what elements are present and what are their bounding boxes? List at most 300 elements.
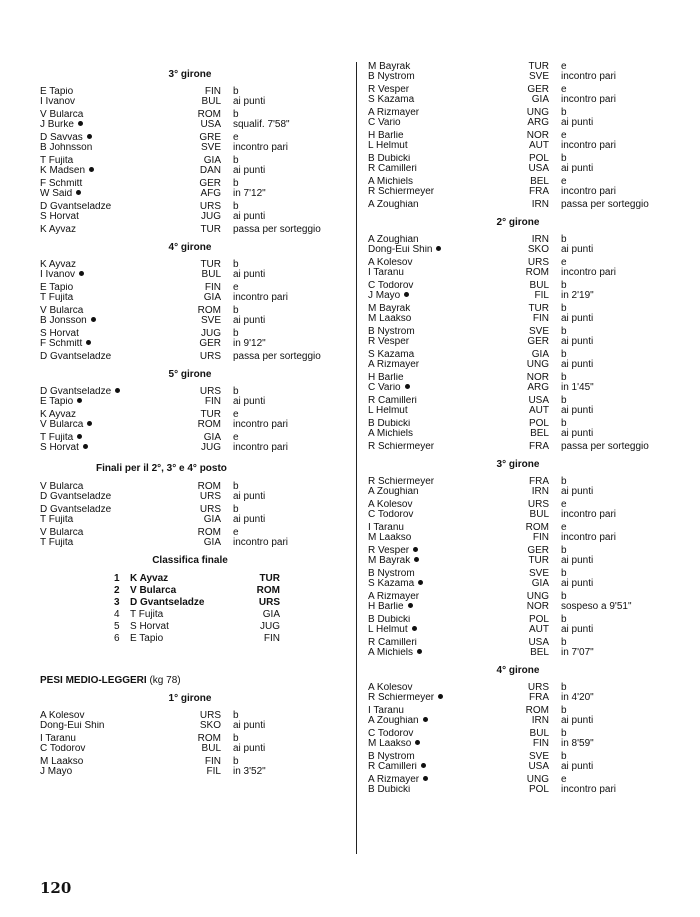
nation-code: ROM xyxy=(197,527,221,538)
nation-code: NOR xyxy=(526,601,549,612)
fighter-name-text: M Bayrak xyxy=(368,62,411,72)
fighter-row xyxy=(368,716,668,726)
loss-marker-icon xyxy=(77,434,82,439)
nation-code: GRE xyxy=(199,132,221,143)
result-text: incontro pari xyxy=(561,784,617,795)
fighter-name-text: B Johnsson xyxy=(40,143,93,153)
nation-code: DAN xyxy=(199,165,221,176)
result-text: ai punti xyxy=(233,211,266,222)
fighter-name xyxy=(40,339,186,349)
result-text: e xyxy=(233,409,239,420)
fighter-name xyxy=(40,120,186,130)
fighter-row xyxy=(368,108,668,118)
nation-code: GIA xyxy=(531,578,549,589)
fighter-name-text: A Zoughian xyxy=(368,487,419,497)
fighter-name-text: A Kolesov xyxy=(368,683,413,693)
result-text: b xyxy=(561,476,567,487)
fighter-row xyxy=(368,487,668,497)
result-text: passa per sorteggio xyxy=(561,199,649,210)
fighter-name-text: R Camilleri xyxy=(368,164,417,174)
section-title: 4° girone xyxy=(496,665,540,676)
fighter-name-text: V Bularca xyxy=(40,110,84,120)
nation-code: BUL xyxy=(529,728,549,739)
fighter-name xyxy=(368,258,514,268)
ranking-row xyxy=(114,597,340,609)
match-list xyxy=(368,62,668,210)
match xyxy=(368,419,668,439)
fighter-name-text: I Ivanov xyxy=(40,270,76,280)
fighter-name-text: R Schiermeyer xyxy=(368,187,435,197)
fighter-name-text: T Fujita xyxy=(40,515,74,525)
fighter-name xyxy=(40,744,186,754)
nation-code: GER xyxy=(199,178,221,189)
match xyxy=(368,281,668,301)
result-text: b xyxy=(561,349,567,360)
fighter-name xyxy=(368,477,514,487)
match xyxy=(368,752,668,772)
fighter-name-text: R Schiermeyer xyxy=(368,693,435,703)
fighter-name xyxy=(368,141,514,151)
fighter-name xyxy=(40,433,186,443)
fighter-row xyxy=(40,316,340,326)
loss-marker-icon xyxy=(413,547,418,552)
nation-code: BUL xyxy=(201,743,221,754)
match xyxy=(368,592,668,612)
bye-entry xyxy=(40,352,340,362)
fighter-row xyxy=(368,406,668,416)
fighter-name xyxy=(368,625,514,635)
result-text: in 4'20" xyxy=(561,692,594,703)
match xyxy=(40,110,340,130)
nation-code: NOR xyxy=(526,372,549,383)
match xyxy=(368,683,668,703)
match xyxy=(368,569,668,589)
section-title: 3° girone xyxy=(168,69,212,80)
nation-code: AFG xyxy=(200,188,221,199)
nation-code: TUR xyxy=(200,224,221,235)
loss-marker-icon xyxy=(115,388,120,393)
fighter-name xyxy=(368,314,514,324)
result-text: b xyxy=(561,280,567,291)
fighter-row xyxy=(368,602,668,612)
loss-marker-icon xyxy=(412,626,417,631)
fighter-name-text: B Dubicki xyxy=(368,419,411,429)
match xyxy=(368,235,668,255)
fighter-row xyxy=(40,156,340,166)
fighter-name-text: L Helmut xyxy=(368,141,408,151)
fighter-name-text: D Gvantseladze xyxy=(40,202,112,212)
fighter-row xyxy=(368,556,668,566)
fighter-name xyxy=(368,396,514,406)
fighter-name xyxy=(368,131,514,141)
result-text: incontro pari xyxy=(561,509,617,520)
nation-code: ARG xyxy=(527,117,549,128)
loss-marker-icon xyxy=(423,776,428,781)
fighter-row xyxy=(40,212,340,222)
fighter-name xyxy=(40,283,186,293)
fighter-name-text: M Bayrak xyxy=(368,556,411,566)
fighter-name-text: I Taranu xyxy=(368,706,404,716)
fighter-name xyxy=(368,638,514,648)
match-list xyxy=(368,235,668,452)
weight-class-limit: (kg 78) xyxy=(149,675,181,686)
fighter-row xyxy=(40,397,340,407)
fighter-name xyxy=(368,327,514,337)
fighter-name xyxy=(368,569,514,579)
match xyxy=(368,523,668,543)
fighter-name-text: S Horvat xyxy=(40,212,79,222)
fighter-row xyxy=(368,304,668,314)
nation-code: TUR xyxy=(528,555,549,566)
result-text: b xyxy=(233,733,239,744)
result-text: b xyxy=(233,710,239,721)
match-list xyxy=(40,87,340,235)
fighter-name-text: L Helmut xyxy=(368,625,408,635)
match xyxy=(40,260,340,280)
fighter-row xyxy=(368,350,668,360)
result-text: b xyxy=(561,637,567,648)
fighter-name xyxy=(40,270,186,280)
nation-code: SVE xyxy=(528,568,549,579)
fighter-name-text: K Ayvaz xyxy=(40,225,76,235)
fighter-name-text: B Nystrom xyxy=(368,327,415,337)
fighter-row xyxy=(368,95,668,105)
fighter-name-text: C Todorov xyxy=(368,510,414,520)
fighter-name xyxy=(40,189,186,199)
result-text: b xyxy=(233,386,239,397)
fighter-name xyxy=(40,110,186,120)
fighter-name-text: D Gvantseladze xyxy=(40,352,112,362)
nation-code: TUR xyxy=(528,61,549,72)
match xyxy=(368,500,668,520)
nation-code: GIA xyxy=(203,292,221,303)
nation-code: POL xyxy=(528,614,549,625)
fighter-row xyxy=(368,429,668,439)
fighter-name-text: A Zoughian xyxy=(368,235,419,245)
fighter-row xyxy=(368,141,668,151)
fighter-name-text: D Gvantseladze xyxy=(40,505,112,515)
loss-marker-icon xyxy=(421,763,426,768)
fighter-row xyxy=(368,500,668,510)
nation-code: ROM xyxy=(525,705,549,716)
result-text: b xyxy=(233,155,239,166)
fighter-row xyxy=(40,133,340,143)
fighter-row xyxy=(368,187,668,197)
match xyxy=(40,528,340,548)
fighter-row xyxy=(40,189,340,199)
fighter-name-text: B Nystrom xyxy=(368,569,415,579)
fighter-name xyxy=(368,406,514,416)
match xyxy=(40,202,340,222)
match xyxy=(368,258,668,278)
fighter-name-text: V Bularca xyxy=(40,482,84,492)
fighter-row xyxy=(40,721,340,731)
fighter-row xyxy=(40,352,340,362)
fighter-name-text: B Jonsson xyxy=(40,316,87,326)
nation-code: URS xyxy=(199,351,221,362)
fighter-row xyxy=(368,85,668,95)
fighter-name-text: F Schmitt xyxy=(40,179,83,189)
fighter-name-text: J Mayo xyxy=(40,767,73,777)
nation-code: IRN xyxy=(531,234,549,245)
fighter-name-text: Dong-Eui Shin xyxy=(368,245,433,255)
result-text: e xyxy=(561,61,567,72)
nation-code: UNG xyxy=(526,774,549,785)
fighter-name-text: C Vario xyxy=(368,383,401,393)
fighter-name-text: E Tapio xyxy=(40,397,74,407)
loss-marker-icon xyxy=(436,246,441,251)
result-text: incontro pari xyxy=(233,419,289,430)
fighter-row xyxy=(368,291,668,301)
fighter-name-text: I Ivanov xyxy=(40,97,76,107)
result-text: b xyxy=(561,705,567,716)
nation-code: URS xyxy=(527,257,549,268)
fighter-name-text: V Bularca xyxy=(40,528,84,538)
fighter-name-text: C Todorov xyxy=(40,744,86,754)
fighter-name-text: C Vario xyxy=(368,118,401,128)
result-text: in 9'12" xyxy=(233,338,266,349)
fighter-name xyxy=(368,523,514,533)
match xyxy=(368,638,668,658)
fighter-name xyxy=(40,143,186,153)
fighter-row xyxy=(368,337,668,347)
fighter-name-text: F Schmitt xyxy=(40,339,83,349)
nation-code: BUL xyxy=(201,96,221,107)
fighter-name xyxy=(40,734,186,744)
fighter-name-text: M Laakso xyxy=(368,739,412,749)
result-text: ai punti xyxy=(233,165,266,176)
fighter-name-text: D Gvantseladze xyxy=(40,492,112,502)
fighter-name-text: L Helmut xyxy=(368,406,408,416)
nation-code: FIN xyxy=(204,396,221,407)
ranking-row xyxy=(114,585,340,597)
fighter-name-text: R Schiermeyer xyxy=(368,442,435,452)
fighter-name-text: S Kazama xyxy=(368,350,415,360)
nation-code: ARG xyxy=(527,382,549,393)
nation-code: ROM xyxy=(197,109,221,120)
fighter-row xyxy=(368,775,668,785)
fighter-name xyxy=(368,602,514,612)
page-number: 120 xyxy=(40,879,72,897)
fighter-name xyxy=(40,721,186,731)
result-text: ai punti xyxy=(561,555,594,566)
fighter-row xyxy=(40,711,340,721)
ranking-nation: GIA xyxy=(262,609,280,620)
fighter-row xyxy=(40,420,340,430)
result-text: ai punti xyxy=(561,163,594,174)
fighter-row xyxy=(368,131,668,141)
fighter-row xyxy=(368,72,668,82)
fighter-name-text: B Dubicki xyxy=(368,154,411,164)
loss-marker-icon xyxy=(408,603,413,608)
fighter-row xyxy=(40,225,340,235)
match xyxy=(40,179,340,199)
match xyxy=(40,387,340,407)
fighter-row xyxy=(368,118,668,128)
fighter-name-text: D Gvantseladze xyxy=(40,387,112,397)
fighter-name xyxy=(368,429,514,439)
result-text: e xyxy=(561,130,567,141)
fighter-name xyxy=(40,87,186,97)
fighter-name xyxy=(40,538,186,548)
nation-code: URS xyxy=(199,201,221,212)
fighter-name xyxy=(40,443,186,453)
result-text: b xyxy=(561,545,567,556)
result-text: b xyxy=(233,756,239,767)
result-text: b xyxy=(561,395,567,406)
fighter-name-text: A Kolesov xyxy=(368,500,413,510)
fighter-name-text: M Laakso xyxy=(40,757,84,767)
fighter-name-text: A Zoughian xyxy=(368,200,419,210)
match xyxy=(40,757,340,777)
result-text: ai punti xyxy=(561,486,594,497)
match xyxy=(40,283,340,303)
nation-code: AUT xyxy=(529,624,549,635)
fighter-name xyxy=(368,775,514,785)
fighter-name xyxy=(40,179,186,189)
fighter-row xyxy=(40,505,340,515)
fighter-name xyxy=(40,156,186,166)
section-title: 2° girone xyxy=(496,217,540,228)
loss-marker-icon xyxy=(87,421,92,426)
section-title: 5° girone xyxy=(168,369,212,380)
fighter-name-text: B Nystrom xyxy=(368,752,415,762)
result-text: b xyxy=(561,153,567,164)
nation-code: URS xyxy=(199,386,221,397)
fighter-row xyxy=(40,744,340,754)
result-text: b xyxy=(233,201,239,212)
fighter-name xyxy=(40,757,186,767)
nation-code: SVE xyxy=(528,71,549,82)
fighter-name xyxy=(368,281,514,291)
result-text: b xyxy=(561,591,567,602)
fighter-name xyxy=(368,200,514,210)
fighter-name xyxy=(368,592,514,602)
loss-marker-icon xyxy=(418,580,423,585)
fighter-name xyxy=(368,716,514,726)
fighter-name xyxy=(368,350,514,360)
nation-code: SVE xyxy=(528,751,549,762)
fighter-name xyxy=(40,482,186,492)
fighter-name-text: A Michiels xyxy=(368,177,414,187)
fighter-row xyxy=(368,693,668,703)
loss-marker-icon xyxy=(423,717,428,722)
fighter-name xyxy=(40,410,186,420)
result-text: ai punti xyxy=(561,117,594,128)
fighter-name-text: A Michiels xyxy=(368,429,414,439)
match xyxy=(368,706,668,726)
fighter-row xyxy=(40,270,340,280)
fighter-name-text: Dong-Eui Shin xyxy=(40,721,105,731)
match xyxy=(368,775,668,795)
nation-code: USA xyxy=(528,163,549,174)
nation-code: POL xyxy=(528,784,549,795)
result-text: passa per sorteggio xyxy=(233,351,321,362)
result-text: b xyxy=(561,728,567,739)
ranking-name: E Tapio xyxy=(130,633,164,644)
fighter-row xyxy=(40,166,340,176)
result-text: b xyxy=(561,568,567,579)
nation-code: URS xyxy=(199,710,221,721)
match xyxy=(368,396,668,416)
result-text: e xyxy=(233,527,239,538)
fighter-row xyxy=(368,523,668,533)
fighter-name-text: M Laakso xyxy=(368,314,412,324)
fighter-name xyxy=(40,225,186,235)
fighter-row xyxy=(368,510,668,520)
fighter-name xyxy=(40,293,186,303)
fighter-row xyxy=(368,327,668,337)
fighter-row xyxy=(368,442,668,452)
fighter-name xyxy=(40,505,186,515)
result-text: sospeso a 9'51" xyxy=(561,601,632,612)
loss-marker-icon xyxy=(89,167,94,172)
result-text: in 7'07" xyxy=(561,647,594,658)
fighter-name-text: T Fujita xyxy=(40,293,74,303)
match xyxy=(40,329,340,349)
fighter-name-text: M Laakso xyxy=(368,533,412,543)
fighter-row xyxy=(40,387,340,397)
fighter-row xyxy=(368,396,668,406)
fighter-name xyxy=(40,202,186,212)
result-text: e xyxy=(561,522,567,533)
fighter-name-text: M Bayrak xyxy=(368,304,411,314)
result-text: ai punti xyxy=(233,743,266,754)
result-text: ai punti xyxy=(561,761,594,772)
fighter-name-text: J Burke xyxy=(40,120,74,130)
fighter-name xyxy=(40,316,186,326)
fighter-name-text: D Savvas xyxy=(40,133,83,143)
fighter-row xyxy=(40,528,340,538)
result-text: b xyxy=(561,614,567,625)
bye-entry xyxy=(40,225,340,235)
result-text: squalif. 7'58" xyxy=(233,119,290,130)
fighter-name xyxy=(368,442,514,452)
ranking-row xyxy=(114,621,340,633)
match xyxy=(40,306,340,326)
fighter-row xyxy=(40,757,340,767)
ranking-row xyxy=(114,633,340,645)
match xyxy=(40,734,340,754)
fighter-name xyxy=(40,397,186,407)
fighter-name xyxy=(40,260,186,270)
section-title: 1° girone xyxy=(168,693,212,704)
nation-code: IRN xyxy=(531,486,549,497)
weight-class-title: PESI MEDIO-LEGGERI xyxy=(40,675,147,686)
loss-marker-icon xyxy=(438,694,443,699)
fighter-name-text: T Fujita xyxy=(40,538,74,548)
fighter-name xyxy=(40,492,186,502)
fighter-name-text: A Kolesov xyxy=(368,258,413,268)
fighter-name xyxy=(368,785,514,795)
result-text: ai punti xyxy=(233,491,266,502)
ranking-position: 3 xyxy=(114,597,120,608)
fighter-name-text: R Vesper xyxy=(368,337,410,347)
match-list xyxy=(40,482,340,548)
ranking-name: D Gvantseladze xyxy=(130,597,205,608)
fighter-row xyxy=(368,625,668,635)
ranking-nation: URS xyxy=(258,597,280,608)
fighter-row xyxy=(368,62,668,72)
loss-marker-icon xyxy=(87,134,92,139)
fighter-name-text: E Tapio xyxy=(40,283,74,293)
result-text: b xyxy=(561,418,567,429)
result-text: incontro pari xyxy=(233,292,289,303)
nation-code: SVE xyxy=(528,326,549,337)
fighter-name-text: T Fujita xyxy=(40,156,74,166)
fighter-name xyxy=(368,693,514,703)
fighter-name-text: S Kazama xyxy=(368,95,415,105)
